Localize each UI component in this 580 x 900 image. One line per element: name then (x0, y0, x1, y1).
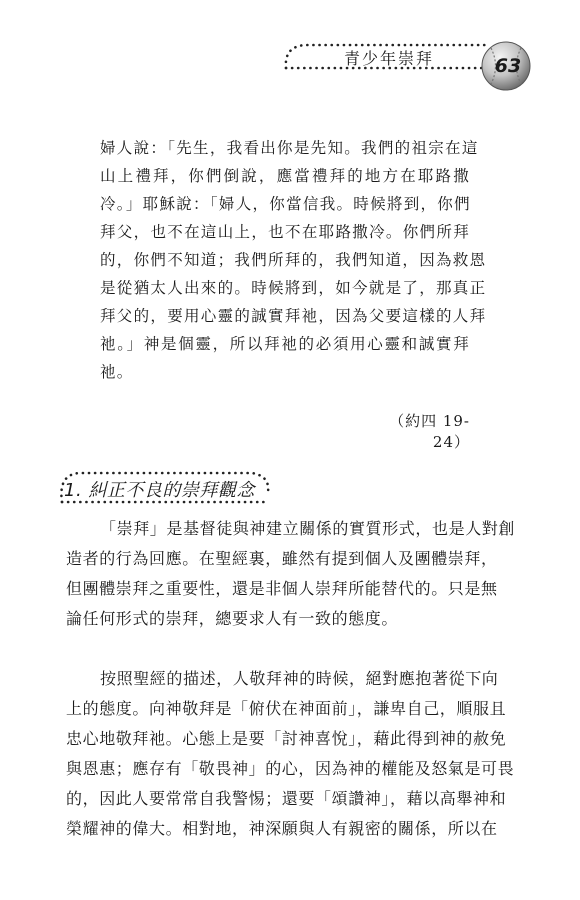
quote-line: 婦人說：「先生，我看出你是先知。我們的祖宗在這 (100, 139, 479, 157)
paragraph-line: 上的態度。向神敬拜是「俯伏在神面前」，謙卑自己，順服且 (66, 699, 507, 718)
quote-line: 祂。」神是個靈，所以拜祂的必須用心靈和誠實拜 (100, 335, 470, 353)
quote-line: 拜父的，要用心靈的誠實拜祂，因為父要這樣的人拜 (100, 307, 487, 325)
paragraph-line: 與恩惠；應存有「敬畏神」的心，因為神的權能及怒氣是可畏 (66, 759, 515, 778)
paragraph-line: 論任何形式的崇拜，總要求人有一致的態度。 (66, 609, 399, 628)
quote-line: 山上禮拜，你們倒說，應當禮拜的地方在耶路撒 (100, 167, 470, 185)
paragraph-line: 的，因此人要常常自我警惕；還要「頌讚神」，藉以高舉神和 (66, 789, 507, 808)
paragraph-line: 「崇拜」是基督徒與神建立關係的實質形式，也是人對創 (100, 519, 516, 538)
paragraph-line: 造者的行為回應。在聖經裏，雖然有提到個人及團體崇拜， (66, 549, 498, 568)
paragraph-line: 按照聖經的描述，人敬拜神的時候，絕對應抱著從下向 (100, 669, 499, 688)
quote-line: 是從猶太人出來的。時候將到，如今就是了，那真正 (100, 279, 487, 297)
scripture-reference: （約四 19-24） (389, 412, 470, 451)
paragraph-line: 忠心地敬拜祂。心態上是要「討神喜悅」，藉此得到神的赦免 (66, 729, 507, 748)
running-header (282, 42, 492, 72)
paragraph-line: 但團體崇拜之重要性，還是非個人崇拜所能替代的。只是無 (66, 579, 498, 598)
quote-line: 冷。」耶穌說：「婦人，你當信我。時候將到，你們 (100, 195, 471, 213)
body-paragraph (66, 664, 515, 844)
page-number: 63 (494, 55, 522, 77)
paragraph-line: 榮耀神的偉大。相對地，神深願與人有親密的關係，所以在 (66, 819, 498, 838)
running-header-title: 青少年崇拜 (344, 49, 435, 68)
quote-line: 拜父，也不在這山上，也不在耶路撒冷。你們所拜 (100, 223, 470, 241)
quote-line: 的，你們不知道；我們所拜的，我們知道，因為救恩 (100, 251, 487, 269)
quote-line: 祂。 (100, 363, 134, 381)
scripture-quote (100, 134, 487, 386)
section-heading: 1. 糾正不良的崇拜觀念 (64, 480, 255, 501)
body-paragraph (66, 514, 516, 634)
